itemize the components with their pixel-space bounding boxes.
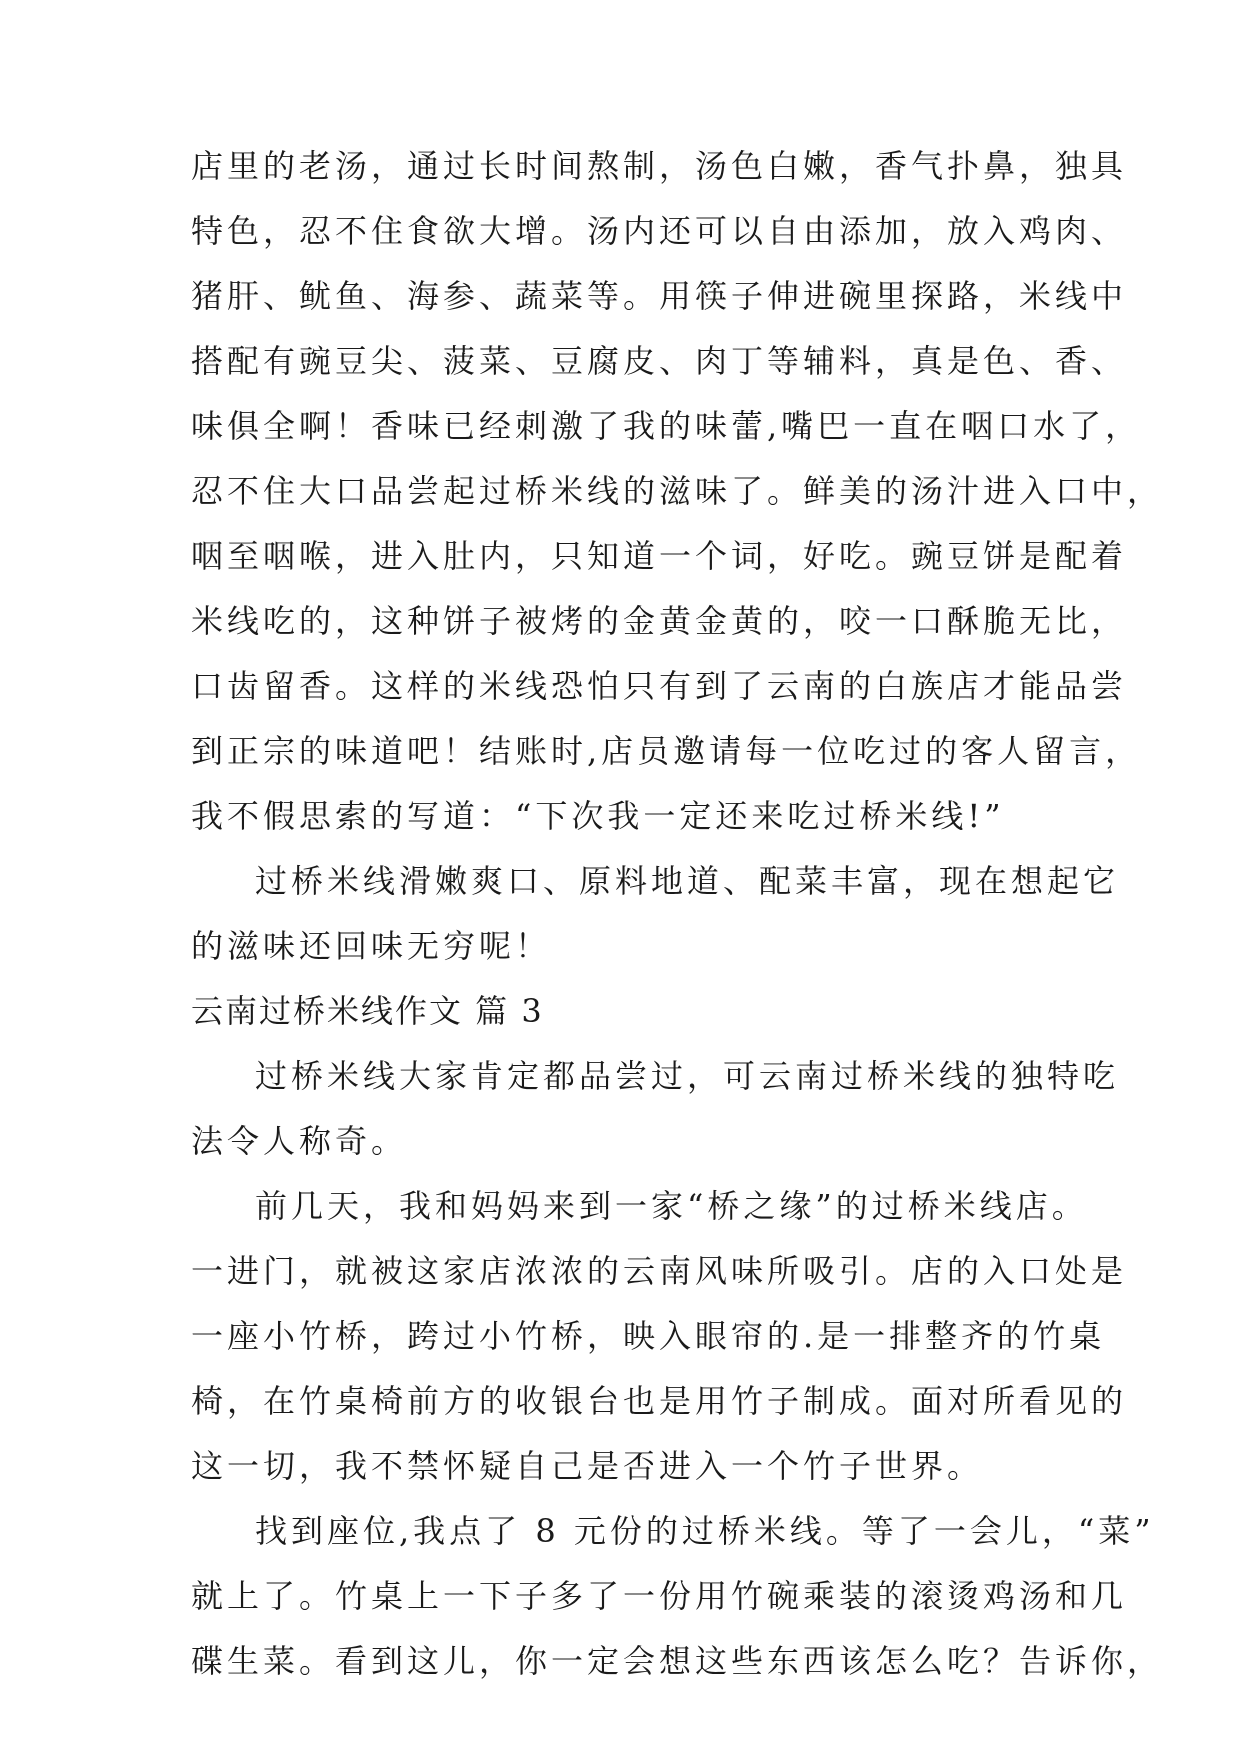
text-line: 味俱全啊！香味已经刺激了我的味蕾,嘴巴一直在咽口水了， bbox=[191, 407, 1142, 445]
text-line: 一进门，就被这家店浓浓的云南风味所吸引。店的入口处是 bbox=[191, 1252, 1128, 1290]
section-heading: 云南过桥米线作文 篇 3 bbox=[191, 992, 544, 1030]
text-line: 的滋味还回味无穷呢！ bbox=[191, 927, 552, 965]
text-line: 法令人称奇。 bbox=[191, 1122, 408, 1160]
text-line: 椅，在竹桌椅前方的收银台也是用竹子制成。面对所看见的 bbox=[191, 1382, 1128, 1420]
text-line: 口齿留香。这样的米线恐怕只有到了云南的白族店才能品尝 bbox=[191, 667, 1128, 705]
text-line: 碟生菜。看到这儿，你一定会想这些东西该怎么吃？告诉你， bbox=[191, 1642, 1164, 1680]
text-line: 忍不住大口品尝起过桥米线的滋味了。鲜美的汤汁进入口中， bbox=[191, 472, 1164, 510]
text-line: 这一切，我不禁怀疑自己是否进入一个竹子世界。 bbox=[191, 1447, 984, 1485]
text-line: 我不假思索的写道：“下次我一定还来吃过桥米线!” bbox=[191, 797, 1005, 835]
text-line: 猪肝、鱿鱼、海参、蔬菜等。用筷子伸进碗里探路，米线中 bbox=[191, 277, 1128, 315]
text-line: 搭配有豌豆尖、菠菜、豆腐皮、肉丁等辅料，真是色、香、 bbox=[191, 342, 1128, 380]
text-line: 店里的老汤，通过长时间熬制，汤色白嫩，香气扑鼻，独具 bbox=[191, 147, 1128, 185]
text-line: 米线吃的，这种饼子被烤的金黄金黄的，咬一口酥脆无比， bbox=[191, 602, 1128, 640]
text-line: 找到座位,我点了 8 元份的过桥米线。等了一会儿，“菜” bbox=[255, 1512, 1155, 1550]
text-line: 过桥米线大家肯定都品尝过，可云南过桥米线的独特吃 bbox=[255, 1057, 1120, 1095]
text-line: 咽至咽喉，进入肚内，只知道一个词，好吃。豌豆饼是配着 bbox=[191, 537, 1128, 575]
text-line: 特色，忍不住食欲大增。汤内还可以自由添加，放入鸡肉、 bbox=[191, 212, 1128, 250]
text-line: 过桥米线滑嫩爽口、原料地道、配菜丰富，现在想起它 bbox=[255, 862, 1120, 900]
text-line: 就上了。竹桌上一下子多了一份用竹碗乘装的滚烫鸡汤和几 bbox=[191, 1577, 1128, 1615]
text-line: 到正宗的味道吧！结账时,店员邀请每一位吃过的客人留言， bbox=[191, 732, 1142, 770]
text-line: 一座小竹桥，跨过小竹桥，映入眼帘的.是一排整齐的竹桌 bbox=[191, 1317, 1106, 1355]
text-line: 前几天，我和妈妈来到一家“桥之缘”的过桥米线店。 bbox=[255, 1187, 1088, 1225]
